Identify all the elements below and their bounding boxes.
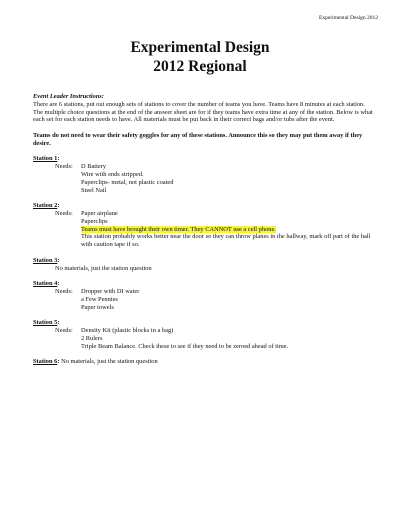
list-item: Paperclips- metal, not plastic coated <box>81 178 174 186</box>
station-6-text: No materials, just the station question <box>61 358 158 366</box>
station-1-needs <box>55 163 373 194</box>
station-4-heading: Station 4: <box>33 280 60 288</box>
station-3-text: No materials, just the station question <box>55 264 152 272</box>
station-6-line: Station 6: No materials, just the station question <box>33 358 158 366</box>
station-3-heading: Station 3: <box>33 256 60 264</box>
needs-label: Needs: <box>55 326 73 334</box>
needs-label: Needs: <box>55 287 73 295</box>
list-item: Density Kit (plastic blocks in a bag) <box>81 326 174 334</box>
station-2-needs <box>55 210 373 249</box>
station-4-needs <box>55 288 373 311</box>
list-item: a Few Pennies <box>81 295 118 303</box>
station-5-heading: Station 5: <box>33 319 60 327</box>
station-1-heading: Station 1: <box>33 155 60 163</box>
list-item: Wire with ends stripped. <box>81 170 144 178</box>
document-title <box>0 38 400 76</box>
list-item: Paperclips <box>81 217 108 225</box>
list-item: Paper airplane <box>81 209 118 217</box>
needs-label: Needs: <box>55 209 73 217</box>
needs-label: Needs: <box>55 163 73 171</box>
title-line-1: Experimental Design <box>130 39 270 56</box>
title-line-2: 2012 Regional <box>153 58 247 75</box>
station-5-needs <box>55 327 373 350</box>
list-item: Steel Nail <box>81 186 107 194</box>
list-item: Paper towels <box>81 303 114 311</box>
running-header: Experimental Design 2012 <box>319 15 378 21</box>
station-2-note: This station probably works better near the door so they can throw planes in the hallway, mark off part of the hall with caution tape if so. <box>81 233 371 249</box>
instructions-heading: Event Leader Instructions: <box>33 93 105 100</box>
document-body <box>33 93 373 366</box>
station-2-heading: Station 2: <box>33 202 60 210</box>
list-item: Dropper with DI water <box>81 287 140 295</box>
highlighted-timer-note: Teams must have brought their own timer. They CANNOT use a cell phone. <box>81 225 276 233</box>
list-item: D Battery <box>81 163 107 171</box>
list-item: 2 Rulers <box>81 334 103 342</box>
goggles-note: Teams do not need to wear their safety goggles for any of these stations. Announce this so they may put them away if they desire. <box>33 131 363 147</box>
instructions-body: There are 6 stations, put out enough sets of stations to cover the number of teams you have. Teams have 8 minutes at each station. The multiple choice questions at the end of the answer sheet are for if they teams have extra time at any of the station. Below is what each set for each station needs to have. All materials must be put back in their correct bags and/or tubs after the event. <box>33 100 373 124</box>
list-item: Triple Beam Balance. Check these to see if they need to be zeroed ahead of time. <box>81 342 289 350</box>
